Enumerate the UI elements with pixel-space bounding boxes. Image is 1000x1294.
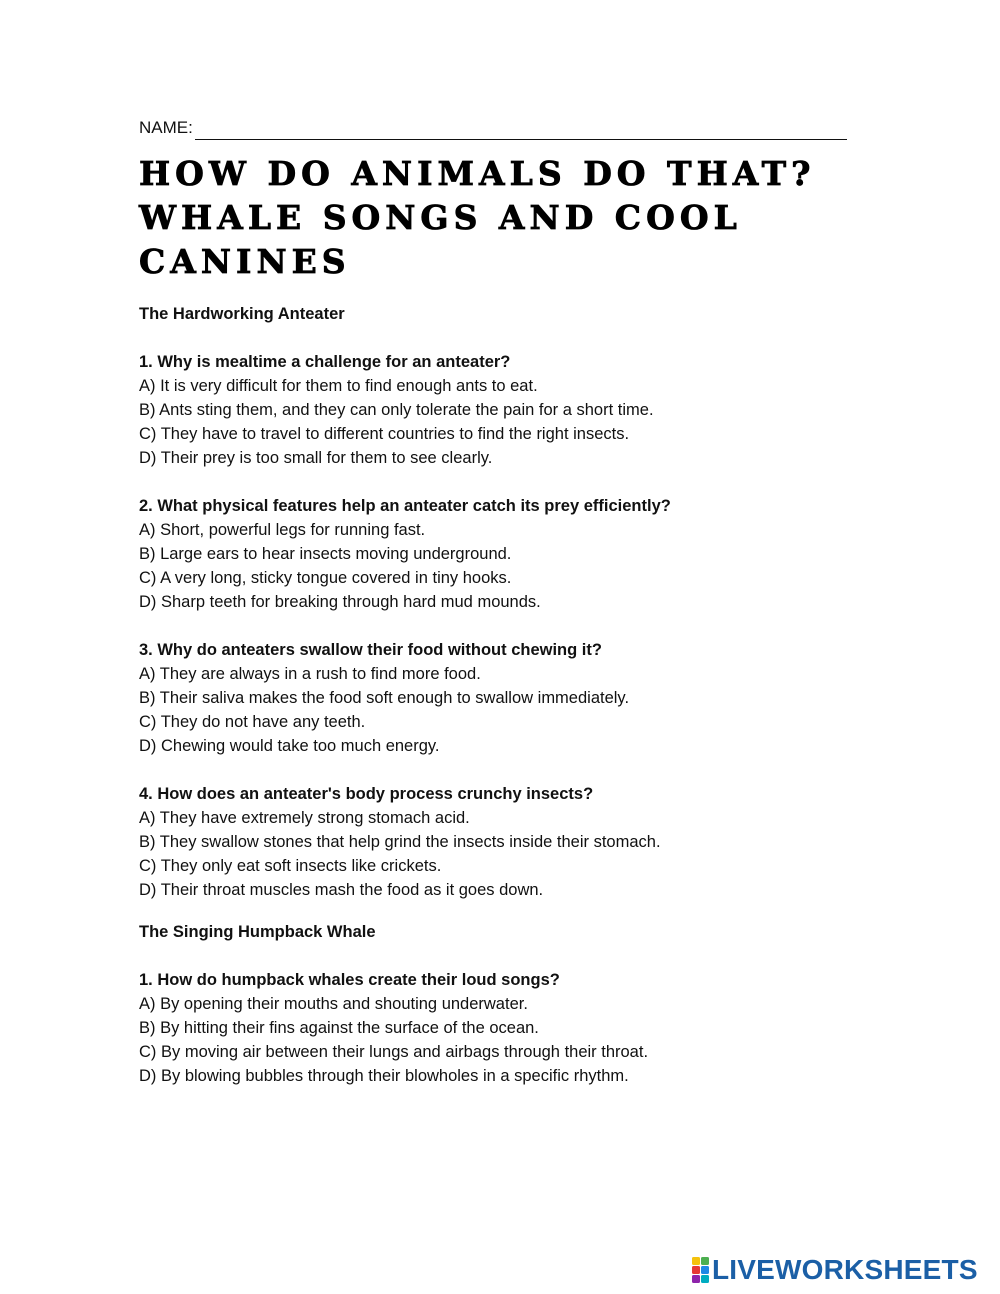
answer-option[interactable]: A) They are always in a rush to find more food. bbox=[139, 665, 481, 683]
logo-tile bbox=[692, 1275, 700, 1283]
question-text: 3. Why do anteaters swallow their food without chewing it? bbox=[139, 641, 602, 659]
worksheet-page bbox=[139, 116, 859, 1088]
logo-tile bbox=[701, 1266, 709, 1274]
name-input-line[interactable] bbox=[195, 121, 847, 140]
name-label: NAME: bbox=[139, 118, 193, 137]
logo-tile bbox=[692, 1257, 700, 1265]
answer-option[interactable]: C) A very long, sticky tongue covered in tiny hooks. bbox=[139, 569, 512, 587]
logo-tile bbox=[701, 1275, 709, 1283]
answer-option[interactable]: C) They only eat soft insects like crickets. bbox=[139, 857, 442, 875]
answer-option[interactable]: B) Their saliva makes the food soft enough to swallow immediately. bbox=[139, 689, 630, 707]
answer-option[interactable]: C) They do not have any teeth. bbox=[139, 713, 366, 731]
question-text: 1. Why is mealtime a challenge for an anteater? bbox=[139, 353, 511, 371]
question-block bbox=[139, 968, 859, 1088]
answer-option[interactable]: A) Short, powerful legs for running fast. bbox=[139, 521, 426, 539]
answer-option[interactable]: B) By hitting their fins against the surface of the ocean. bbox=[139, 1019, 539, 1037]
question-text: 1. How do humpback whales create their loud songs? bbox=[139, 971, 560, 989]
question-text: 4. How does an anteater's body process crunchy insects? bbox=[139, 785, 594, 803]
sections-container bbox=[139, 302, 859, 1088]
logo-tile bbox=[692, 1266, 700, 1274]
answer-option[interactable]: A) They have extremely strong stomach acid. bbox=[139, 809, 470, 827]
answer-option[interactable]: B) They swallow stones that help grind the insects inside their stomach. bbox=[139, 833, 661, 851]
answer-option[interactable]: D) Chewing would take too much energy. bbox=[139, 737, 440, 755]
answer-option[interactable]: D) By blowing bubbles through their blowholes in a specific rhythm. bbox=[139, 1067, 629, 1085]
answer-option[interactable]: B) Ants sting them, and they can only tolerate the pain for a short time. bbox=[139, 401, 654, 419]
question-text: 2. What physical features help an anteater catch its prey efficiently? bbox=[139, 497, 671, 515]
name-line bbox=[139, 116, 859, 140]
section-heading: The Hardworking Anteater bbox=[139, 305, 345, 323]
answer-option[interactable]: B) Large ears to hear insects moving underground. bbox=[139, 545, 512, 563]
worksheet-title: HOW DO ANIMALS DO THAT? WHALE SONGS AND COOL CANINES bbox=[139, 154, 816, 281]
answer-option[interactable]: D) Their prey is too small for them to see clearly. bbox=[139, 449, 493, 467]
logo-text: LIVEWORKSHEETS bbox=[712, 1254, 978, 1285]
logo-tile bbox=[701, 1257, 709, 1265]
section-heading: The Singing Humpback Whale bbox=[139, 923, 376, 941]
answer-option[interactable]: D) Sharp teeth for breaking through hard mud mounds. bbox=[139, 593, 541, 611]
question-block bbox=[139, 782, 859, 902]
question-block bbox=[139, 350, 859, 470]
liveworksheets-logo bbox=[692, 1254, 978, 1286]
question-block bbox=[139, 494, 859, 614]
answer-option[interactable]: A) By opening their mouths and shouting underwater. bbox=[139, 995, 528, 1013]
answer-option[interactable]: D) Their throat muscles mash the food as it goes down. bbox=[139, 881, 544, 899]
answer-option[interactable]: A) It is very difficult for them to find enough ants to eat. bbox=[139, 377, 538, 395]
answer-option[interactable]: C) By moving air between their lungs and airbags through their throat. bbox=[139, 1043, 649, 1061]
liveworksheets-logo-icon bbox=[692, 1257, 709, 1283]
question-block bbox=[139, 638, 859, 758]
answer-option[interactable]: C) They have to travel to different countries to find the right insects. bbox=[139, 425, 630, 443]
